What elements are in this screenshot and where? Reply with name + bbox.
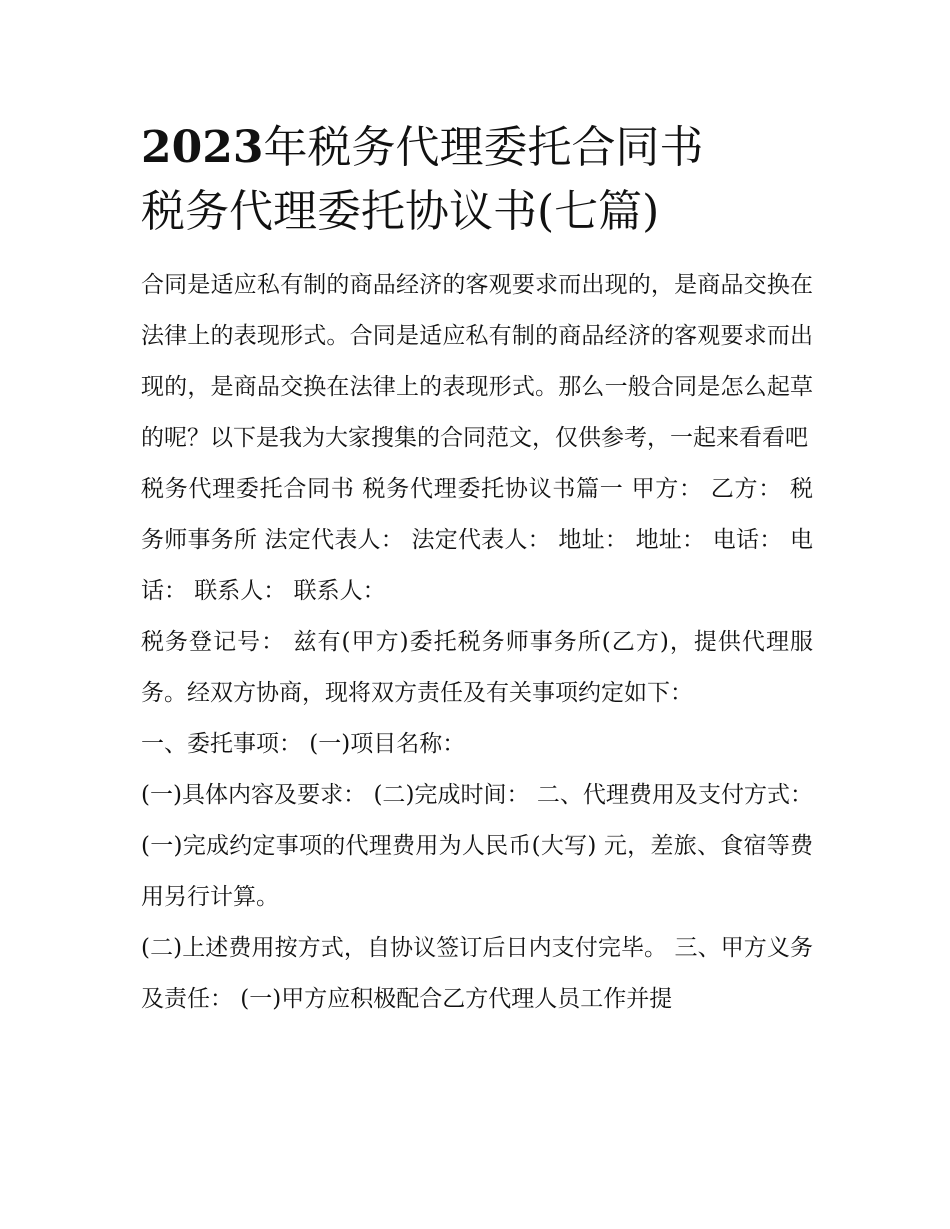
title-text-1: 年税务代理委托合同书: [263, 122, 704, 173]
intro-paragraph: 合同是适应私有制的商品经济的客观要求而出现的，是商品交换在法律上的表现形式。合同是适应私有制的商品经济的客观要求而出现的，是商品交换在法律上的表现形式。那么一般合同是怎么起草的呢？以下是我为大家搜集的合同范文，仅供参考，一起来看看吧: [141, 272, 813, 451]
content-and-fees-paragraph: (一)具体内容及要求： (二)完成时间： 二、代理费用及支付方式： (一)完成约定事项的代理费用为人民币(大写) 元，差旅、食宿等费用另行计算。: [141, 782, 813, 910]
title-line-1: [141, 116, 813, 180]
entrusted-matters-paragraph: 一、委托事项： (一)项目名称：: [141, 731, 466, 757]
document-content: [141, 116, 813, 1025]
tax-registration-paragraph: 税务登记号： 兹有(甲方)委托税务师事务所(乙方)，提供代理服务。经双方协商，现将双方责任及有关事项约定如下：: [141, 629, 813, 706]
title-line-2: 税务代理委托协议书(七篇): [141, 186, 660, 237]
parties-paragraph: 税务代理委托合同书 税务代理委托协议书篇一 甲方： 乙方： 税务师事务所 法定代表人： 法定代表人： 地址： 地址： 电话： 电话： 联系人： 联系人：: [141, 476, 813, 604]
payment-and-obligations-paragraph: (二)上述费用按方式，自协议签订后日内支付完毕。 三、甲方义务及责任： (一)甲方应积极配合乙方代理人员工作并提: [141, 935, 813, 1012]
document-title: [141, 116, 813, 244]
title-year: 2023: [141, 122, 264, 173]
